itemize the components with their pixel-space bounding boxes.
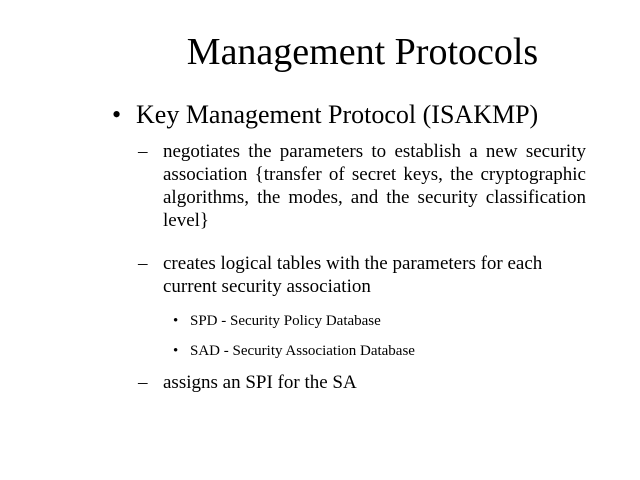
subpoint-text: assigns an SPI for the SA [163, 372, 357, 393]
main-bullet-marker: • [112, 100, 122, 129]
table-item-text: SPD - Security Policy Database [190, 313, 381, 329]
subpoint-dash: – [138, 141, 148, 162]
subpoint-negotiates [138, 140, 586, 232]
table-item-text: SAD - Security Association Database [190, 343, 415, 359]
subpoint-text: creates logical tables with the parameters for each current security association [163, 253, 543, 297]
table-item-spd [173, 311, 381, 331]
main-bullet-text: Key Management Protocol (ISAKMP) [136, 100, 539, 129]
subpoint-creates-tables [138, 252, 568, 298]
subpoint-dash: – [138, 372, 148, 393]
table-item-marker: • [173, 313, 179, 329]
subpoint-dash: – [138, 253, 148, 274]
table-item-sad [173, 341, 415, 361]
main-bullet [112, 97, 538, 133]
subpoint-text: negotiates the parameters to establish a new security association {transfer of secret keys, the cryptographic algorithms, the modes, and the security classification level} [163, 141, 586, 231]
table-item-marker: • [173, 343, 179, 359]
slide-title: Management Protocols [186, 31, 539, 73]
subpoint-assigns-spi [138, 371, 586, 394]
